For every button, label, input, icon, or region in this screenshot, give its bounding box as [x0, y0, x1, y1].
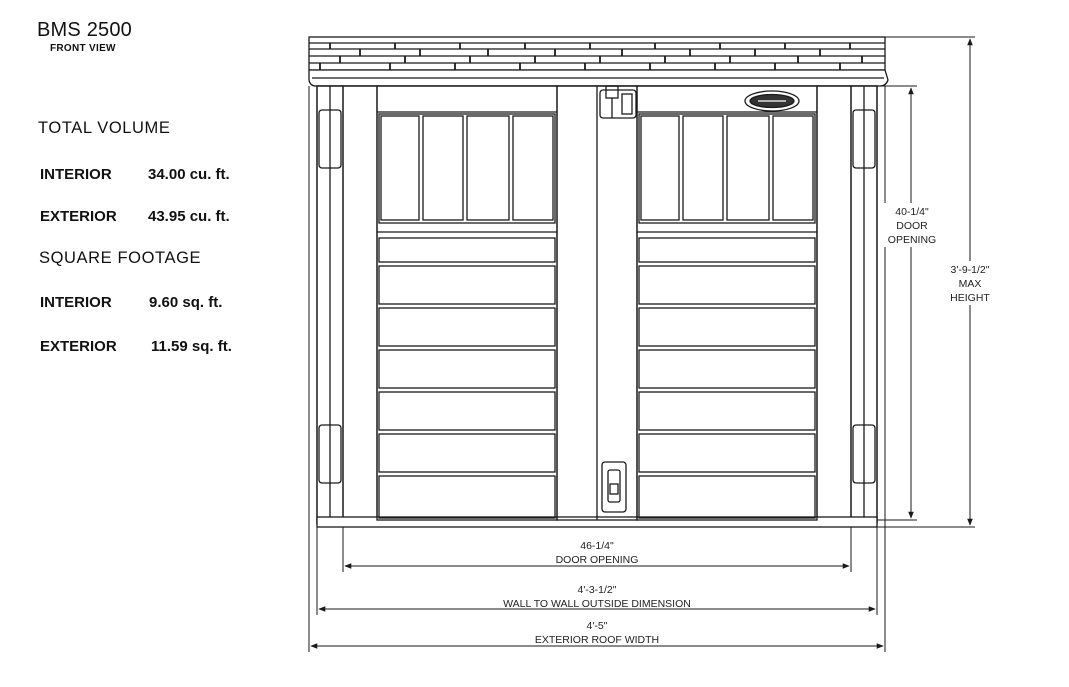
total-volume-interior-label: INTERIOR: [40, 166, 112, 183]
roof-width-text: EXTERIOR ROOF WIDTH: [534, 634, 660, 646]
model-title: BMS 2500: [37, 19, 132, 41]
door-opening-width-value: 46-1/4": [580, 540, 614, 552]
max-height-label-line2: HEIGHT: [950, 292, 990, 304]
wall-to-wall-text: WALL TO WALL OUTSIDE DIMENSION: [503, 598, 691, 610]
door-opening-width-text: DOOR OPENING: [555, 554, 639, 566]
square-footage-interior-label: INTERIOR: [40, 294, 112, 311]
square-footage-heading: SQUARE FOOTAGE: [39, 249, 202, 267]
door-opening-width-label: [497, 539, 697, 567]
roof-width-value: 4'-5": [586, 620, 608, 632]
door-opening-height-label: [880, 205, 944, 247]
max-height-label: [938, 263, 1002, 305]
total-volume-exterior-label: EXTERIOR: [40, 208, 117, 225]
square-footage-exterior-value: 11.59 sq. ft.: [151, 338, 232, 355]
view-subtitle: FRONT VIEW: [50, 43, 116, 54]
door-opening-height-value: 40-1/4": [895, 206, 929, 218]
door-opening-height-label-line1: DOOR: [896, 220, 928, 232]
roof-width-label: [447, 619, 747, 647]
square-footage-exterior-label: EXTERIOR: [40, 338, 117, 355]
wall-to-wall-value: 4'-3-1/2": [577, 584, 617, 596]
total-volume-exterior-value: 43.95 cu. ft.: [148, 208, 230, 225]
door-opening-height-label-line2: OPENING: [887, 234, 937, 246]
square-footage-interior-value: 9.60 sq. ft.: [149, 294, 223, 311]
wall-to-wall-label: [447, 583, 747, 611]
roof: [309, 37, 888, 86]
total-volume-interior-value: 34.00 cu. ft.: [148, 166, 230, 183]
max-height-label-line1: MAX: [958, 278, 982, 290]
total-volume-heading: TOTAL VOLUME: [38, 119, 171, 137]
max-height-value: 3'-9-1/2": [950, 264, 990, 276]
